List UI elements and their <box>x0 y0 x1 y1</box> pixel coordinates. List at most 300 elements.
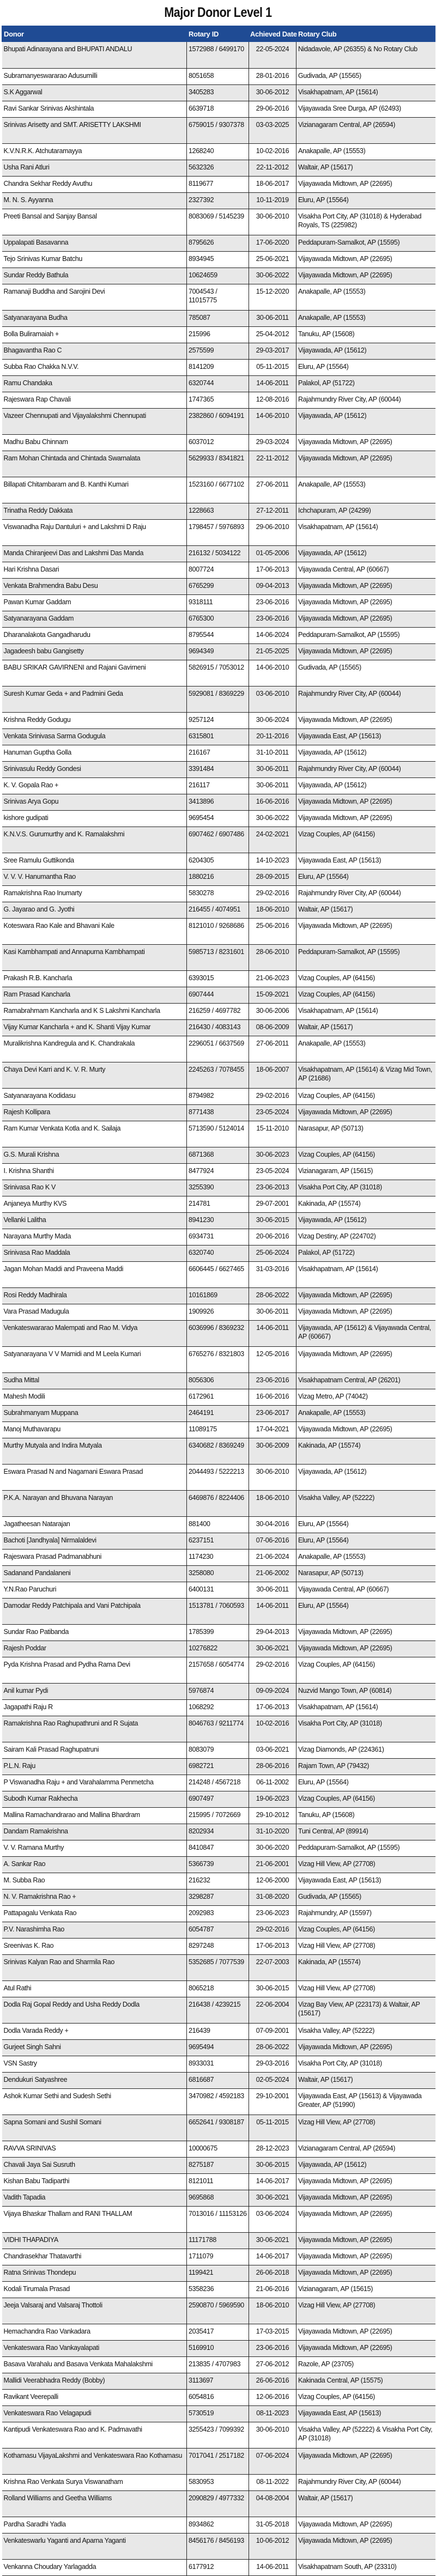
cell-rotary-id: 6907462 / 6907486 <box>187 827 249 853</box>
cell-rotary-id: 216259 / 4697782 <box>187 1003 249 1019</box>
cell-donor: Kasi Kambhampati and Annapurna Kambhampati <box>2 944 187 970</box>
cell-donor: Subodh Kumar Rakhecha <box>2 1791 187 1807</box>
cell-rotary-id: 6393015 <box>187 970 249 987</box>
column-header-rotary-id[interactable]: Rotary ID <box>187 26 249 42</box>
cell-rotary-club: Vizianagaram Central, AP (26594) <box>296 117 435 143</box>
table-row <box>2 143 435 160</box>
cell-rotary-club: Vizag Couples, AP (64156) <box>296 1922 435 1938</box>
cell-achieved-date: 23-06-2016 <box>249 2340 296 2356</box>
table-row <box>2 1163 435 1180</box>
cell-achieved-date: 29-02-2016 <box>249 1657 296 1683</box>
cell-donor: K. V. Gopala Rao + <box>2 777 187 794</box>
cell-rotary-club: Vijayawada Midtown, AP (22695) <box>296 251 435 268</box>
cell-achieved-date: 29-03-2017 <box>249 343 296 359</box>
cell-achieved-date: 27-12-2011 <box>249 503 296 519</box>
table-row <box>2 885 435 902</box>
cell-achieved-date: 30-06-2015 <box>249 1980 296 1997</box>
table-row <box>2 84 435 101</box>
cell-rotary-club: Vijayawada Midtown, AP (22695) <box>296 1287 435 1304</box>
cell-donor: S.K Aggarwal <box>2 84 187 101</box>
cell-rotary-id: 216232 <box>187 1873 249 1889</box>
cell-donor: Pattapagalu Venkata Rao <box>2 1905 187 1922</box>
table-row <box>2 42 435 68</box>
cell-rotary-id: 2575599 <box>187 343 249 359</box>
cell-achieved-date: 07-06-2024 <box>249 2448 296 2474</box>
cell-rotary-id: 6204305 <box>187 853 249 869</box>
cell-achieved-date: 09-09-2024 <box>249 1683 296 1699</box>
cell-donor: Tejo Srinivas Kumar Batchu <box>2 251 187 268</box>
table-row <box>2 343 435 359</box>
cell-rotary-id: 8410847 <box>187 1840 249 1856</box>
cell-rotary-id: 2327392 <box>187 192 249 209</box>
cell-rotary-id: 1199421 <box>187 2265 249 2281</box>
cell-rotary-id: 10276822 <box>187 1641 249 1657</box>
table-row <box>2 2023 435 2039</box>
cell-achieved-date: 20-06-2016 <box>249 1229 296 1245</box>
cell-donor: P.L.N. Raju <box>2 1758 187 1775</box>
table-row <box>2 477 435 503</box>
cell-donor: G. Jayarao and G. Jyothi <box>2 902 187 918</box>
cell-achieved-date: 14-06-2011 <box>249 375 296 392</box>
cell-rotary-id: 6765276 / 8321803 <box>187 1346 249 1372</box>
table-row <box>2 611 435 627</box>
table-row <box>2 1922 435 1938</box>
cell-rotary-id: 216439 <box>187 2023 249 2039</box>
cell-achieved-date: 30-06-2020 <box>249 1840 296 1856</box>
cell-achieved-date: 14-06-2010 <box>249 408 296 434</box>
cell-rotary-id: 5169910 <box>187 2340 249 2356</box>
cell-donor: Kothamasu VijayaLakshmi and Venkateswara Rao Kothamasu <box>2 2448 187 2474</box>
cell-achieved-date: 10-11-2019 <box>249 192 296 209</box>
cell-achieved-date: 21-06-2016 <box>249 2281 296 2298</box>
table-row <box>2 1873 435 1889</box>
cell-rotary-id: 5352685 / 7077539 <box>187 1954 249 1980</box>
cell-donor: Jagapathi Raju R <box>2 1699 187 1716</box>
table-row <box>2 1716 435 1742</box>
table-row <box>2 160 435 176</box>
cell-donor: Vellanki Lalitha <box>2 1212 187 1229</box>
cell-rotary-club: Vizianagaram, AP (15615) <box>296 1163 435 1180</box>
cell-donor: Vazeer Chennupati and Vijayalakshmi Chennupati <box>2 408 187 434</box>
cell-rotary-id: 5985713 / 8231601 <box>187 944 249 970</box>
table-row <box>2 1807 435 1824</box>
cell-rotary-club: Vijayawada Midtown, AP (22695) <box>296 176 435 192</box>
cell-achieved-date: 17-06-2013 <box>249 1938 296 1954</box>
table-row <box>2 2249 435 2265</box>
cell-rotary-club: Vizag Couples, AP (64156) <box>296 970 435 987</box>
cell-achieved-date: 07-06-2016 <box>249 1533 296 1549</box>
cell-rotary-club: Visakhapatnam South, AP (23310) <box>296 2559 435 2575</box>
table-row <box>2 1980 435 1997</box>
cell-rotary-id: 3298287 <box>187 1889 249 1905</box>
table-row <box>2 1245 435 1261</box>
cell-donor: Krishna Rao Venkata Surya Viswanatham <box>2 2474 187 2490</box>
table-row <box>2 1147 435 1163</box>
cell-achieved-date: 03-06-2021 <box>249 1742 296 1758</box>
table-row <box>2 192 435 209</box>
cell-achieved-date: 29-03-2016 <box>249 2056 296 2072</box>
cell-rotary-club: Vijayawada, AP (15612) <box>296 2157 435 2173</box>
table-row <box>2 503 435 519</box>
table-row <box>2 2056 435 2072</box>
cell-rotary-club: Rajam Town, AP (79432) <box>296 1758 435 1775</box>
cell-donor: Subramanyeswararao Adusumilli <box>2 68 187 84</box>
cell-donor: K.V.N.R.K. Atchutaramayya <box>2 143 187 160</box>
cell-donor: P Viswanadha Raju + and Varahalamma Penmetcha <box>2 1775 187 1791</box>
column-header-donor[interactable]: Donor <box>2 26 187 42</box>
cell-rotary-club: Vijayawada East, AP (15613) & Vijayawada Greater, AP (51990) <box>296 2088 435 2115</box>
table-row <box>2 209 435 235</box>
table-row <box>2 2340 435 2356</box>
table-row <box>2 562 435 578</box>
cell-rotary-id: 5830953 <box>187 2474 249 2490</box>
cell-rotary-id: 9695868 <box>187 2190 249 2206</box>
cell-achieved-date: 31-10-2011 <box>249 745 296 761</box>
table-row <box>2 970 435 987</box>
cell-donor: RAVVA SRINIVAS <box>2 2141 187 2157</box>
cell-rotary-club: Vizag Hill View, AP (27708) <box>296 1938 435 1954</box>
table-row <box>2 2281 435 2298</box>
cell-rotary-club: Vijayawada Midtown, AP (22695) <box>296 2206 435 2232</box>
cell-rotary-id: 216132 / 5034122 <box>187 545 249 562</box>
cell-donor: Vijaya Bhaskar Thallam and RANI THALLAM <box>2 2206 187 2232</box>
cell-rotary-id: 2035417 <box>187 2324 249 2340</box>
table-row <box>2 594 435 611</box>
cell-donor: Ram Mohan Chintada and Chintada Swarnalata <box>2 451 187 477</box>
cell-achieved-date: 31-05-2018 <box>249 2517 296 2533</box>
cell-rotary-club: Vijayawada Midtown, AP (22695) <box>296 2232 435 2249</box>
cell-rotary-club: Vijayawada, AP (15612) <box>296 408 435 434</box>
cell-rotary-id: 6639718 <box>187 101 249 117</box>
cell-rotary-id: 216455 / 4074951 <box>187 902 249 918</box>
cell-achieved-date: 17-06-2013 <box>249 562 296 578</box>
table-row <box>2 2324 435 2340</box>
cell-donor: Dharanalakota Gangadharudu <box>2 627 187 643</box>
cell-donor: Mallina Ramachandrarao and Mallina Bhardram <box>2 1807 187 1824</box>
cell-rotary-club: Visakha Valley, AP (52222) <box>296 1490 435 1516</box>
cell-rotary-club: Palakol, AP (51722) <box>296 1245 435 1261</box>
table-row <box>2 1180 435 1196</box>
cell-donor: Atul Rathi <box>2 1980 187 1997</box>
table-row <box>2 1997 435 2023</box>
cell-donor: BABU SRIKAR GAVIRNENI and Rajani Gavirneni <box>2 660 187 686</box>
cell-achieved-date: 29-10-2012 <box>249 1807 296 1824</box>
cell-rotary-id: 6054816 <box>187 2389 249 2405</box>
table-row <box>2 794 435 810</box>
cell-achieved-date: 28-12-2023 <box>249 2141 296 2157</box>
table-row <box>2 310 435 326</box>
cell-rotary-club: Vijayawada Midtown, AP (22695) <box>296 2448 435 2474</box>
cell-achieved-date: 30-06-2015 <box>249 1212 296 1229</box>
table-header-row <box>2 26 435 42</box>
cell-achieved-date: 21-06-2001 <box>249 1856 296 1873</box>
column-header-achieved-date[interactable]: Achieved Date <box>249 26 296 42</box>
cell-rotary-id: 7013016 / 11153126 <box>187 2206 249 2232</box>
cell-rotary-id: 8933031 <box>187 2056 249 2072</box>
table-row <box>2 918 435 944</box>
cell-rotary-club: Peddapuram-Samalkot, AP (15595) <box>296 944 435 970</box>
cell-achieved-date: 30-06-2023 <box>249 1147 296 1163</box>
cell-rotary-club: Vijayawada Midtown, AP (22695) <box>296 794 435 810</box>
cell-rotary-id: 6340682 / 8369249 <box>187 1438 249 1464</box>
cell-donor: Sairam Kali Prasad Raghupatruni <box>2 1742 187 1758</box>
table-row <box>2 777 435 794</box>
cell-rotary-id: 213835 / 4707983 <box>187 2356 249 2373</box>
cell-achieved-date: 25-04-2012 <box>249 326 296 343</box>
cell-donor: Vijay Kumar Kancharla + and K. Shanti Vijay Kumar <box>2 1019 187 1036</box>
cell-rotary-club: Vijayawada, AP (15612) <box>296 745 435 761</box>
table-row <box>2 1742 435 1758</box>
table-row <box>2 1464 435 1490</box>
cell-rotary-club: Vijayawada Midtown, AP (22695) <box>296 2340 435 2356</box>
cell-donor: Mahesh Modili <box>2 1389 187 1405</box>
cell-achieved-date: 08-11-2022 <box>249 2474 296 2490</box>
table-row <box>2 1062 435 1088</box>
table-row <box>2 1905 435 1922</box>
cell-achieved-date: 30-06-2011 <box>249 761 296 777</box>
table-row <box>2 359 435 375</box>
cell-donor: VIDHI THAPADIYA <box>2 2232 187 2249</box>
cell-rotary-id: 7017041 / 2517182 <box>187 2448 249 2474</box>
cell-rotary-club: Eluru, AP (15564) <box>296 192 435 209</box>
cell-donor: Dendukuri Satyashree <box>2 2072 187 2088</box>
cell-rotary-id: 6765300 <box>187 611 249 627</box>
cell-donor: Usha Rani Atluri <box>2 160 187 176</box>
cell-rotary-club: Vijayawada Midtown, AP (22695) <box>296 1421 435 1438</box>
cell-achieved-date: 01-05-2006 <box>249 545 296 562</box>
cell-donor: Satyanarayana Budha <box>2 310 187 326</box>
cell-rotary-club: Vijayawada Midtown, AP (22695) <box>296 451 435 477</box>
table-row <box>2 2141 435 2157</box>
cell-donor: Srinivasa Rao K V <box>2 1180 187 1196</box>
cell-donor: Venkateswararao Malempati and Rao M. Vidya <box>2 1320 187 1346</box>
table-row <box>2 1389 435 1405</box>
cell-rotary-club: Waltair, AP (15617) <box>296 1019 435 1036</box>
cell-donor: Pyda Krishna Prasad and Pydha Rama Devi <box>2 1657 187 1683</box>
cell-donor: Preeti Bansal and Sanjay Bansal <box>2 209 187 235</box>
cell-achieved-date: 23-06-2016 <box>249 611 296 627</box>
cell-achieved-date: 14-06-2011 <box>249 2559 296 2575</box>
cell-donor: A. Sankar Rao <box>2 1856 187 1873</box>
table-row <box>2 1598 435 1624</box>
cell-achieved-date: 22-11-2012 <box>249 451 296 477</box>
table-row <box>2 2232 435 2249</box>
cell-donor: M. N. S. Ayyanna <box>2 192 187 209</box>
cell-achieved-date: 30-06-2021 <box>249 2190 296 2206</box>
cell-rotary-id: 1880216 <box>187 869 249 885</box>
cell-rotary-id: 10161869 <box>187 1287 249 1304</box>
column-header-rotary-club[interactable]: Rotary Club <box>296 26 435 42</box>
cell-rotary-club: Rajahmundry River City, AP (60044) <box>296 686 435 712</box>
cell-rotary-club: Visakhapatnam, AP (15614) <box>296 519 435 545</box>
cell-donor: Vadith Tapadia <box>2 2190 187 2206</box>
cell-rotary-club: Vizag Couples, AP (64156) <box>296 1088 435 1104</box>
cell-donor: Chandra Sekhar Reddy Avuthu <box>2 176 187 192</box>
cell-rotary-id: 1572988 / 6499170 <box>187 42 249 68</box>
cell-donor: Srinivas Kalyan Rao and Sharmila Rao <box>2 1954 187 1980</box>
cell-achieved-date: 08-06-2009 <box>249 1019 296 1036</box>
table-row <box>2 326 435 343</box>
table-row <box>2 2373 435 2389</box>
table-row <box>2 2173 435 2190</box>
cell-rotary-club: Vijayawada Midtown, AP (22695) <box>296 2190 435 2206</box>
cell-rotary-club: Vizag Couples, AP (64156) <box>296 1657 435 1683</box>
cell-donor: Ravikant Veerepalli <box>2 2389 187 2405</box>
cell-donor: Chaya Devi Karri and K. V. R. Murty <box>2 1062 187 1088</box>
cell-donor: Hari Krishna Dasari <box>2 562 187 578</box>
cell-rotary-club: Gudivada, AP (15565) <box>296 1889 435 1905</box>
cell-rotary-id: 1228663 <box>187 503 249 519</box>
cell-rotary-id: 2296051 / 6637569 <box>187 1036 249 1062</box>
cell-rotary-club: Palakol, AP (51722) <box>296 375 435 392</box>
cell-rotary-id: 1068292 <box>187 1699 249 1716</box>
cell-achieved-date: 18-06-2017 <box>249 176 296 192</box>
cell-rotary-id: 3255423 / 7099392 <box>187 2422 249 2448</box>
cell-rotary-id: 1785399 <box>187 1624 249 1641</box>
cell-achieved-date: 27-06-2011 <box>249 1036 296 1062</box>
cell-rotary-id: 216438 / 4239215 <box>187 1997 249 2023</box>
cell-rotary-id: 8046763 / 9211774 <box>187 1716 249 1742</box>
cell-rotary-club: Vijayawada, AP (15612) <box>296 777 435 794</box>
cell-rotary-id: 5629933 / 8341821 <box>187 451 249 477</box>
cell-rotary-club: Vijayawada, AP (15612) <box>296 1212 435 1229</box>
cell-rotary-id: 6982721 <box>187 1758 249 1775</box>
table-row <box>2 235 435 251</box>
cell-achieved-date: 07-09-2001 <box>249 2023 296 2039</box>
cell-achieved-date: 30-06-2011 <box>249 777 296 794</box>
table-row <box>2 2422 435 2448</box>
cell-donor: Krishna Reddy Godugu <box>2 712 187 728</box>
cell-donor: Sadanand Pandalaneni <box>2 1565 187 1582</box>
cell-achieved-date: 30-06-2010 <box>249 2422 296 2448</box>
cell-achieved-date: 28-06-2022 <box>249 2039 296 2056</box>
cell-achieved-date: 27-06-2011 <box>249 477 296 503</box>
cell-achieved-date: 29-06-2016 <box>249 101 296 117</box>
cell-donor: Ram Prasad Kancharla <box>2 987 187 1003</box>
cell-rotary-id: 6934731 <box>187 1229 249 1245</box>
table-row <box>2 1954 435 1980</box>
cell-donor: Venkateswarlu Yaganti and Aparna Yaganti <box>2 2533 187 2559</box>
cell-rotary-club: Gudivada, AP (15565) <box>296 660 435 686</box>
cell-donor: Trinatha Reddy Dakkata <box>2 503 187 519</box>
cell-rotary-id: 3258080 <box>187 1565 249 1582</box>
cell-donor: Sreenivas K. Rao <box>2 1938 187 1954</box>
cell-donor: I. Krishna Shanthi <box>2 1163 187 1180</box>
cell-achieved-date: 22-07-2003 <box>249 1954 296 1980</box>
cell-achieved-date: 17-03-2015 <box>249 2324 296 2340</box>
cell-rotary-id: 1909926 <box>187 1304 249 1320</box>
cell-donor: M. Subba Rao <box>2 1873 187 1889</box>
cell-achieved-date: 26-06-2018 <box>249 2265 296 2281</box>
cell-achieved-date: 18-06-2010 <box>249 2298 296 2324</box>
cell-donor: Mallidi Veerabhadra Reddy (Bobby) <box>2 2373 187 2389</box>
cell-rotary-id: 6759015 / 9307378 <box>187 117 249 143</box>
cell-achieved-date: 14-06-2017 <box>249 2173 296 2190</box>
cell-rotary-club: Vijayawada Midtown, AP (22695) <box>296 2324 435 2340</box>
cell-rotary-id: 2157658 / 6054774 <box>187 1657 249 1683</box>
cell-achieved-date: 14-10-2023 <box>249 853 296 869</box>
cell-donor: Chandrasekhar Thatavarthi <box>2 2249 187 2265</box>
cell-rotary-club: Vijayawada Midtown, AP (22695) <box>296 2173 435 2190</box>
cell-achieved-date: 10-02-2016 <box>249 143 296 160</box>
cell-rotary-club: Vijayawada Midtown, AP (22695) <box>296 1346 435 1372</box>
cell-rotary-id: 8934862 <box>187 2517 249 2533</box>
cell-rotary-club: Peddapuram-Samalkot, AP (15595) <box>296 627 435 643</box>
cell-achieved-date: 03-03-2025 <box>249 117 296 143</box>
cell-rotary-club: Kakinada, AP (15574) <box>296 1438 435 1464</box>
cell-rotary-id: 2092983 <box>187 1905 249 1922</box>
cell-achieved-date: 28-09-2015 <box>249 869 296 885</box>
cell-rotary-club: Waltair, AP (15617) <box>296 2072 435 2088</box>
cell-rotary-id: 8934945 <box>187 251 249 268</box>
table-row <box>2 1104 435 1121</box>
cell-rotary-id: 8141209 <box>187 359 249 375</box>
table-row <box>2 1372 435 1389</box>
table-row <box>2 1261 435 1287</box>
cell-rotary-club: Anakapalle, AP (15553) <box>296 1405 435 1421</box>
cell-rotary-id: 8083079 <box>187 1742 249 1758</box>
cell-rotary-club: Vizag Metro, AP (74042) <box>296 1389 435 1405</box>
cell-rotary-id: 6652641 / 9308187 <box>187 2115 249 2141</box>
cell-achieved-date: 10-06-2012 <box>249 2533 296 2559</box>
cell-rotary-id: 1747365 <box>187 392 249 408</box>
cell-achieved-date: 12-06-2000 <box>249 1873 296 1889</box>
table-row <box>2 1196 435 1212</box>
cell-rotary-club: Vizag Bay View, AP (223173) & Waltair, AP (15617) <box>296 1997 435 2023</box>
cell-achieved-date: 30-06-2009 <box>249 1438 296 1464</box>
cell-achieved-date: 22-06-2004 <box>249 1997 296 2023</box>
cell-rotary-id: 11171788 <box>187 2232 249 2249</box>
cell-achieved-date: 30-06-2011 <box>249 1304 296 1320</box>
table-row <box>2 1405 435 1421</box>
cell-rotary-id: 5826915 / 7053012 <box>187 660 249 686</box>
cell-achieved-date: 26-06-2016 <box>249 2373 296 2389</box>
table-row <box>2 392 435 408</box>
table-row <box>2 2474 435 2490</box>
table-row <box>2 2448 435 2474</box>
cell-rotary-club: Visakha Valley, AP (52222) <box>296 2023 435 2039</box>
cell-rotary-id: 9695454 <box>187 810 249 827</box>
cell-rotary-id: 2090829 / 4977332 <box>187 2490 249 2517</box>
cell-donor: Hemachandra Rao Vankadara <box>2 2324 187 2340</box>
cell-rotary-club: Nidadavole, AP (26355) & No Rotary Club <box>296 42 435 68</box>
cell-donor: Eswara Prasad N and Nagamani Eswara Prasad <box>2 1464 187 1490</box>
cell-rotary-id: 1513781 / 7060593 <box>187 1598 249 1624</box>
cell-rotary-club: Visakhapatnam, AP (15614) & Vizag Mid Town, AP (21686) <box>296 1062 435 1088</box>
table-row <box>2 1889 435 1905</box>
cell-rotary-club: Eluru, AP (15564) <box>296 869 435 885</box>
table-row <box>2 1003 435 1019</box>
cell-achieved-date: 29-04-2013 <box>249 1624 296 1641</box>
cell-rotary-id: 6320744 <box>187 375 249 392</box>
cell-rotary-club: Rajahmundry River City, AP (60044) <box>296 392 435 408</box>
cell-rotary-club: Visakhapatnam, AP (15614) <box>296 1003 435 1019</box>
cell-donor: Vara Prasad Madugula <box>2 1304 187 1320</box>
cell-rotary-club: Vijayawada Midtown, AP (22695) <box>296 2249 435 2265</box>
cell-rotary-club: Vijayawada Midtown, AP (22695) <box>296 1641 435 1657</box>
cell-donor: Venkanna Choudary Yarlagadda <box>2 2559 187 2575</box>
cell-donor: Bolla Buliramaiah + <box>2 326 187 343</box>
cell-donor: Dodla Varada Reddy + <box>2 2023 187 2039</box>
cell-rotary-id: 2590870 / 5969590 <box>187 2298 249 2324</box>
table-row <box>2 375 435 392</box>
cell-rotary-id: 1174230 <box>187 1549 249 1565</box>
cell-rotary-id: 8065218 <box>187 1980 249 1997</box>
table-row <box>2 1657 435 1683</box>
cell-rotary-club: Waltair, AP (15617) <box>296 2490 435 2517</box>
table-row <box>2 408 435 434</box>
cell-achieved-date: 30-06-2010 <box>249 209 296 235</box>
